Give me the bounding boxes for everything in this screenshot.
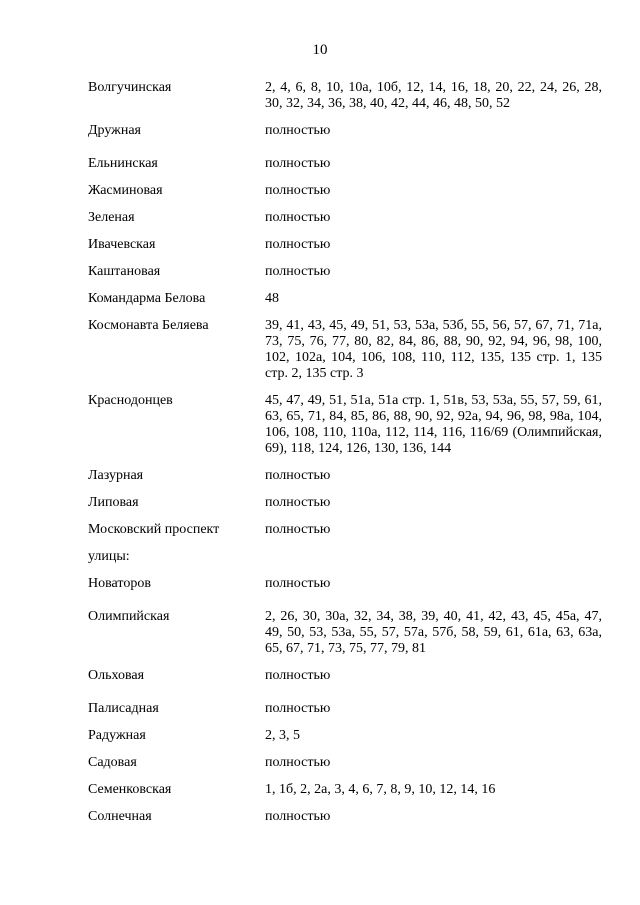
street-row xyxy=(88,123,608,139)
street-name: Московский проспект xyxy=(88,522,220,537)
street-list xyxy=(88,80,608,825)
street-name: улицы: xyxy=(88,549,130,564)
street-row xyxy=(88,210,608,226)
street-row xyxy=(88,80,608,112)
street-name: Садовая xyxy=(88,755,137,770)
street-name: Олимпийская xyxy=(88,609,170,624)
street-name: Краснодонцев xyxy=(88,393,173,408)
street-name: Дружная xyxy=(88,123,141,138)
street-name: Ольховая xyxy=(88,668,145,683)
house-numbers: 2, 4, 6, 8, 10, 10а, 10б, 12, 14, 16, 18, 20, 22, 24, 26, 28, 30, 32, 34, 36, 38, 40, 42, 44, 46, 48, 50, 52 xyxy=(265,80,602,111)
street-row xyxy=(88,701,608,717)
street-row xyxy=(88,291,608,307)
street-row xyxy=(88,237,608,253)
street-name: Новаторов xyxy=(88,576,151,591)
street-row xyxy=(88,264,608,280)
street-name: Солнечная xyxy=(88,809,152,824)
street-name: Волгучинская xyxy=(88,80,172,95)
house-numbers: полностью xyxy=(265,123,331,138)
street-row xyxy=(88,576,608,592)
house-numbers: 2, 3, 5 xyxy=(265,728,300,743)
house-numbers: полностью xyxy=(265,576,331,591)
house-numbers: полностью xyxy=(265,264,331,279)
street-row xyxy=(88,318,608,382)
street-row xyxy=(88,156,608,172)
house-numbers: 1, 1б, 2, 2а, 3, 4, 6, 7, 8, 9, 10, 12, 14, 16 xyxy=(265,782,496,797)
street-row xyxy=(88,393,608,457)
street-name: Ивачевская xyxy=(88,237,156,252)
house-numbers: полностью xyxy=(265,668,331,683)
house-numbers: полностью xyxy=(265,522,331,537)
street-row xyxy=(88,809,608,825)
house-numbers: 48 xyxy=(265,291,279,306)
house-numbers: полностью xyxy=(265,237,331,252)
house-numbers: полностью xyxy=(265,809,331,824)
street-row xyxy=(88,522,608,538)
street-name: Палисадная xyxy=(88,701,159,716)
house-numbers: полностью xyxy=(265,495,331,510)
street-row xyxy=(88,468,608,484)
street-name: Липовая xyxy=(88,495,139,510)
street-row xyxy=(88,668,608,684)
house-numbers: полностью xyxy=(265,701,331,716)
street-name: Космонавта Беляева xyxy=(88,318,209,333)
street-row xyxy=(88,183,608,199)
street-row xyxy=(88,728,608,744)
house-numbers: полностью xyxy=(265,183,331,198)
street-name: Лазурная xyxy=(88,468,144,483)
house-numbers: 2, 26, 30, 30а, 32, 34, 38, 39, 40, 41, 42, 43, 45, 45а, 47, 49, 50, 53, 53а, 55, 57, 57а, 57б, 58, 59, 61, 61а, 63, 63а, 65, 67, 71, 73, 75, 77, 79, 81 xyxy=(265,609,602,656)
street-row xyxy=(88,782,608,798)
street-row xyxy=(88,495,608,511)
house-numbers: полностью xyxy=(265,468,331,483)
page-number: 10 xyxy=(312,42,328,58)
house-numbers: полностью xyxy=(265,210,331,225)
house-numbers: 45, 47, 49, 51, 51а, 51а стр. 1, 51в, 53, 53а, 55, 57, 59, 61, 63, 65, 71, 84, 85, 86, 88, 90, 92, 92а, 94, 96, 98, 98а, 104, 106, 108, 110, 110а, 112, 114, 116, 116/69 (Олимпийская, 69), 118, 124, 126, 130, 136, 144 xyxy=(265,393,602,456)
street-name: Радужная xyxy=(88,728,146,743)
house-numbers: 39, 41, 43, 45, 49, 51, 53, 53а, 53б, 55, 56, 57, 67, 71, 71а, 73, 75, 76, 77, 80, 82, 84, 86, 88, 90, 92, 94, 96, 98, 100, 102, 102а, 104, 106, 108, 110, 112, 135, 135 стр. 1, 135 стр. 2, 135 стр. 3 xyxy=(265,318,602,381)
street-name: Командарма Белова xyxy=(88,291,206,306)
street-name: Жасминовая xyxy=(88,183,163,198)
street-name: Зеленая xyxy=(88,210,135,225)
street-name: Каштановая xyxy=(88,264,161,279)
street-name: Ельнинская xyxy=(88,156,158,171)
street-row xyxy=(88,549,608,565)
house-numbers: полностью xyxy=(265,755,331,770)
street-name: Семенковская xyxy=(88,782,172,797)
house-numbers: полностью xyxy=(265,156,331,171)
street-row xyxy=(88,609,608,657)
street-row xyxy=(88,755,608,771)
